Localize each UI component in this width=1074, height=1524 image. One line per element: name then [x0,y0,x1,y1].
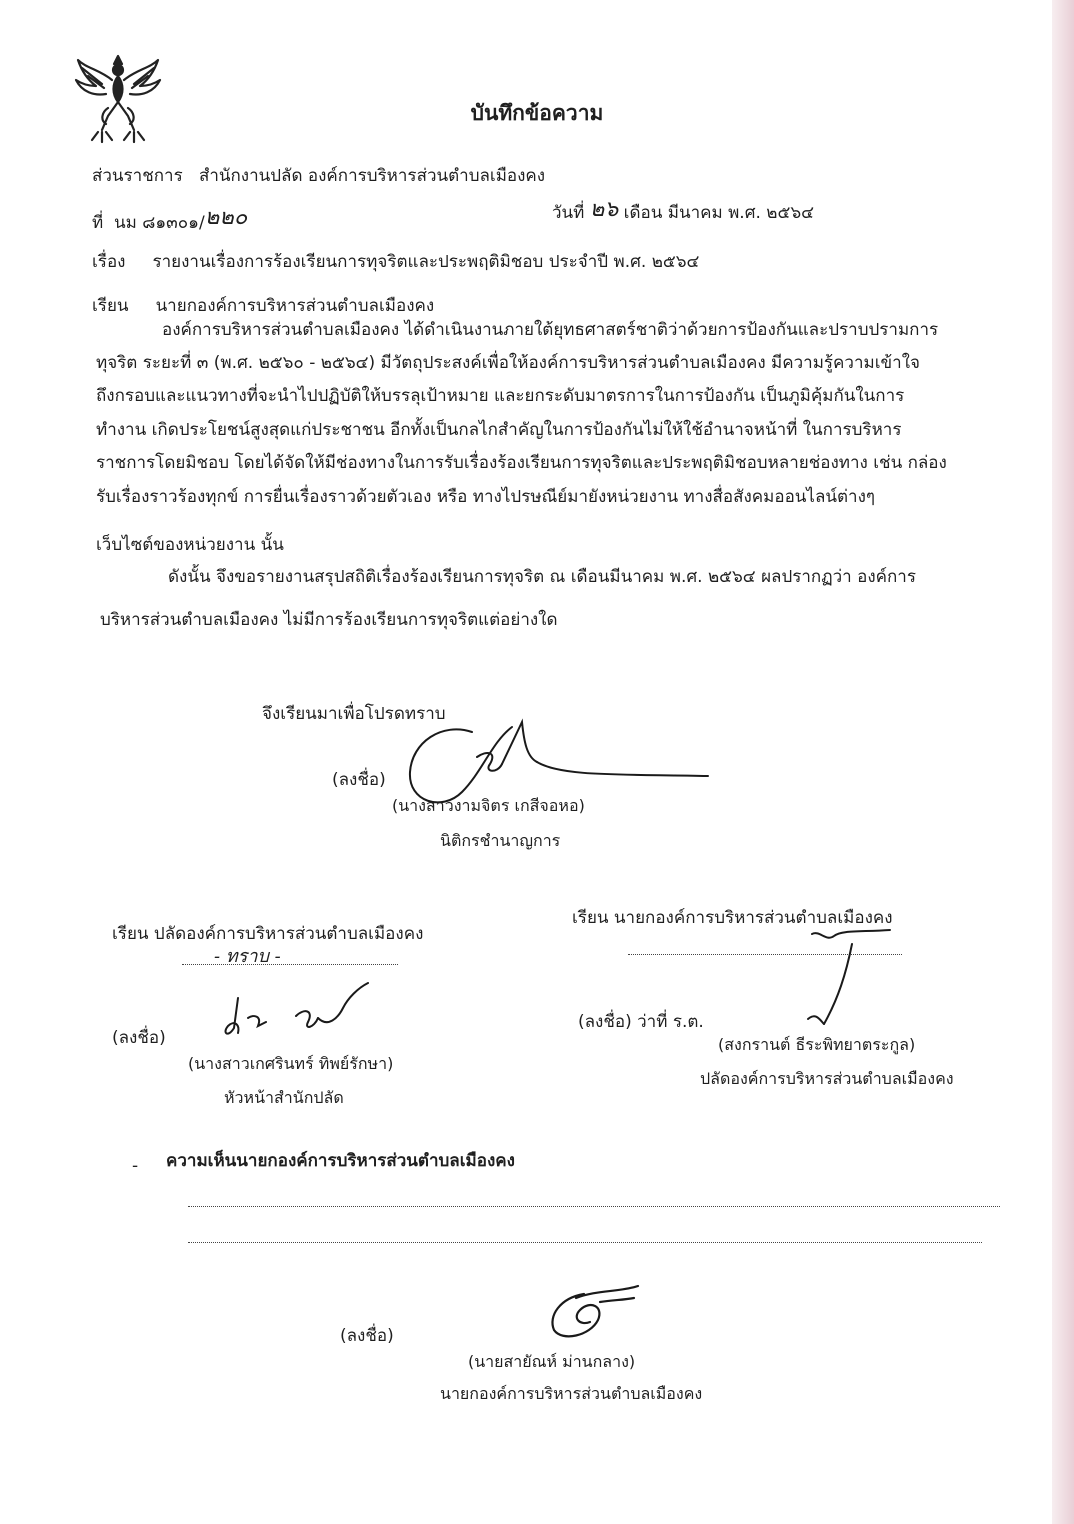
para1-line-3: ถึงกรอบและแนวทางที่จะนำไปปฏิบัติให้บรรลุเป้าหมาย และยกระดับมาตรการในการป้องกัน เป็นภูมิคุ้มกันในการ [96,386,905,406]
ref-label: ที่ [92,213,104,233]
opinion-heading: ความเห็นนายกองค์การบริหารส่วนตำบลเมืองคง [166,1151,515,1171]
para2-line-1: ดังนั้น จึงขอรายงานสรุปสถิติเรื่องร้องเรียนการทุจริต ณ เดือนมีนาคม พ.ศ. ๒๕๖๔ ผลปรากฏว่า องค์การ [168,567,916,587]
signature-head-of-office [218,978,388,1048]
to-line [92,292,434,319]
para1-line-4: ทำงาน เกิดประโยชน์สูงสุดแก่ประชาชน อีกทั้งเป็นกลไกสำคัญในการป้องกันไม่ให้ใช้อำนาจหน้าที่ ในการบริหาร [96,420,902,440]
right-sign-label: (ลงชื่อ) ว่าที่ ร.ต. [578,1012,704,1032]
closing-position: นิติกรชำนาญการ [440,831,561,850]
agency-label: ส่วนราชการ [92,166,183,186]
to-label: เรียน [92,296,129,316]
opinion-dotted-line-1 [188,1206,1000,1207]
closing-sign-label: (ลงชื่อ) [332,770,386,790]
subject-line [92,248,699,275]
right-position: ปลัดองค์การบริหารส่วนตำบลเมืองคง [700,1069,954,1088]
page-edge [1052,0,1074,1524]
agency-line [92,162,545,189]
date-day-handwritten: ๒๖ [589,197,619,222]
para1-line-7: เว็บไซต์ของหน่วยงาน นั้น [96,535,284,555]
date-line [552,193,814,228]
opinion-position: นายกองค์การบริหารส่วนตำบลเมืองคง [440,1384,703,1403]
date-rest: เดือน มีนาคม พ.ศ. ๒๕๖๔ [623,203,815,223]
date-label: วันที่ [552,203,585,223]
right-name: (สงกรานต์ ธีระพิทยาตระกูล) [718,1035,916,1054]
to-value: นายกองค์การบริหารส่วนตำบลเมืองคง [155,296,435,316]
right-to: เรียน นายกองค์การบริหารส่วนตำบลเมืองคง [572,908,893,928]
closing-text: จึงเรียนมาเพื่อโปรดทราบ [262,704,446,724]
para1-line-2: ทุจริต ระยะที่ ๓ (พ.ศ. ๒๕๖๐ - ๒๕๖๔) มีวัตถุประสงค์เพื่อให้องค์การบริหารส่วนตำบลเมืองคง มีความรู้ความเข้าใจ [96,353,920,373]
left-name: (นางสาวเกศรินทร์ ทิพย์รักษา) [188,1054,394,1073]
opinion-name: (นายสายัณห์ ม่านกลาง) [468,1352,636,1371]
opinion-dotted-line-2 [188,1242,982,1243]
signature-chief-administrator [780,924,900,1034]
reference-line [92,203,247,238]
closing-name: (นางสาวงามจิตร เกสีจอหอ) [392,796,585,815]
left-position: หัวหน้าสำนักปลัด [224,1088,344,1107]
ref-number-handwritten: ๒๒๐ [204,205,248,230]
subject-value: รายงานเรื่องการร้องเรียนการทุจริตและประพฤติมิชอบ ประจำปี พ.ศ. ๒๕๖๔ [152,252,700,272]
document-title: บันทึกข้อความ [470,101,604,125]
left-sign-label: (ลงชื่อ) [112,1028,166,1048]
left-to: เรียน ปลัดองค์การบริหารส่วนตำบลเมืองคง [112,924,424,944]
para1-line-6: รับเรื่องราวร้องทุกข์ การยื่นเรื่องราวด้วยตัวเอง หรือ ทางไปรษณีย์มายังหน่วยงาน ทางสื่อสังคมออนไลน์ต่างๆ [96,487,876,507]
para1-line-5: ราชการโดยมิชอบ โดยได้จัดให้มีช่องทางในการรับเรื่องร้องเรียนการทุจริตและประพฤติมิชอบหลายช่องทาง เช่น กล่อง [96,453,947,473]
left-note-dotted-line [182,964,398,965]
para1-line-1: องค์การบริหารส่วนตำบลเมืองคง ได้ดำเนินงานภายใต้ยุทธศาสตร์ชาติว่าด้วยการป้องกันและปราบปรามการ [162,320,939,340]
ref-value: นม ๘๑๓๐๑/ [114,213,205,233]
agency-value: สำนักงานปลัด องค์การบริหารส่วนตำบลเมืองคง [198,166,546,186]
para2-line-2: บริหารส่วนตำบลเมืองคง ไม่มีการร้องเรียนการทุจริตแต่อย่างใด [100,610,558,630]
subject-label: เรื่อง [92,252,126,272]
signature-mayor [540,1280,650,1350]
opinion-dash: - [132,1156,139,1176]
left-note-handwritten: - ทราบ - [214,946,281,967]
opinion-sign-label: (ลงชื่อ) [340,1326,394,1346]
